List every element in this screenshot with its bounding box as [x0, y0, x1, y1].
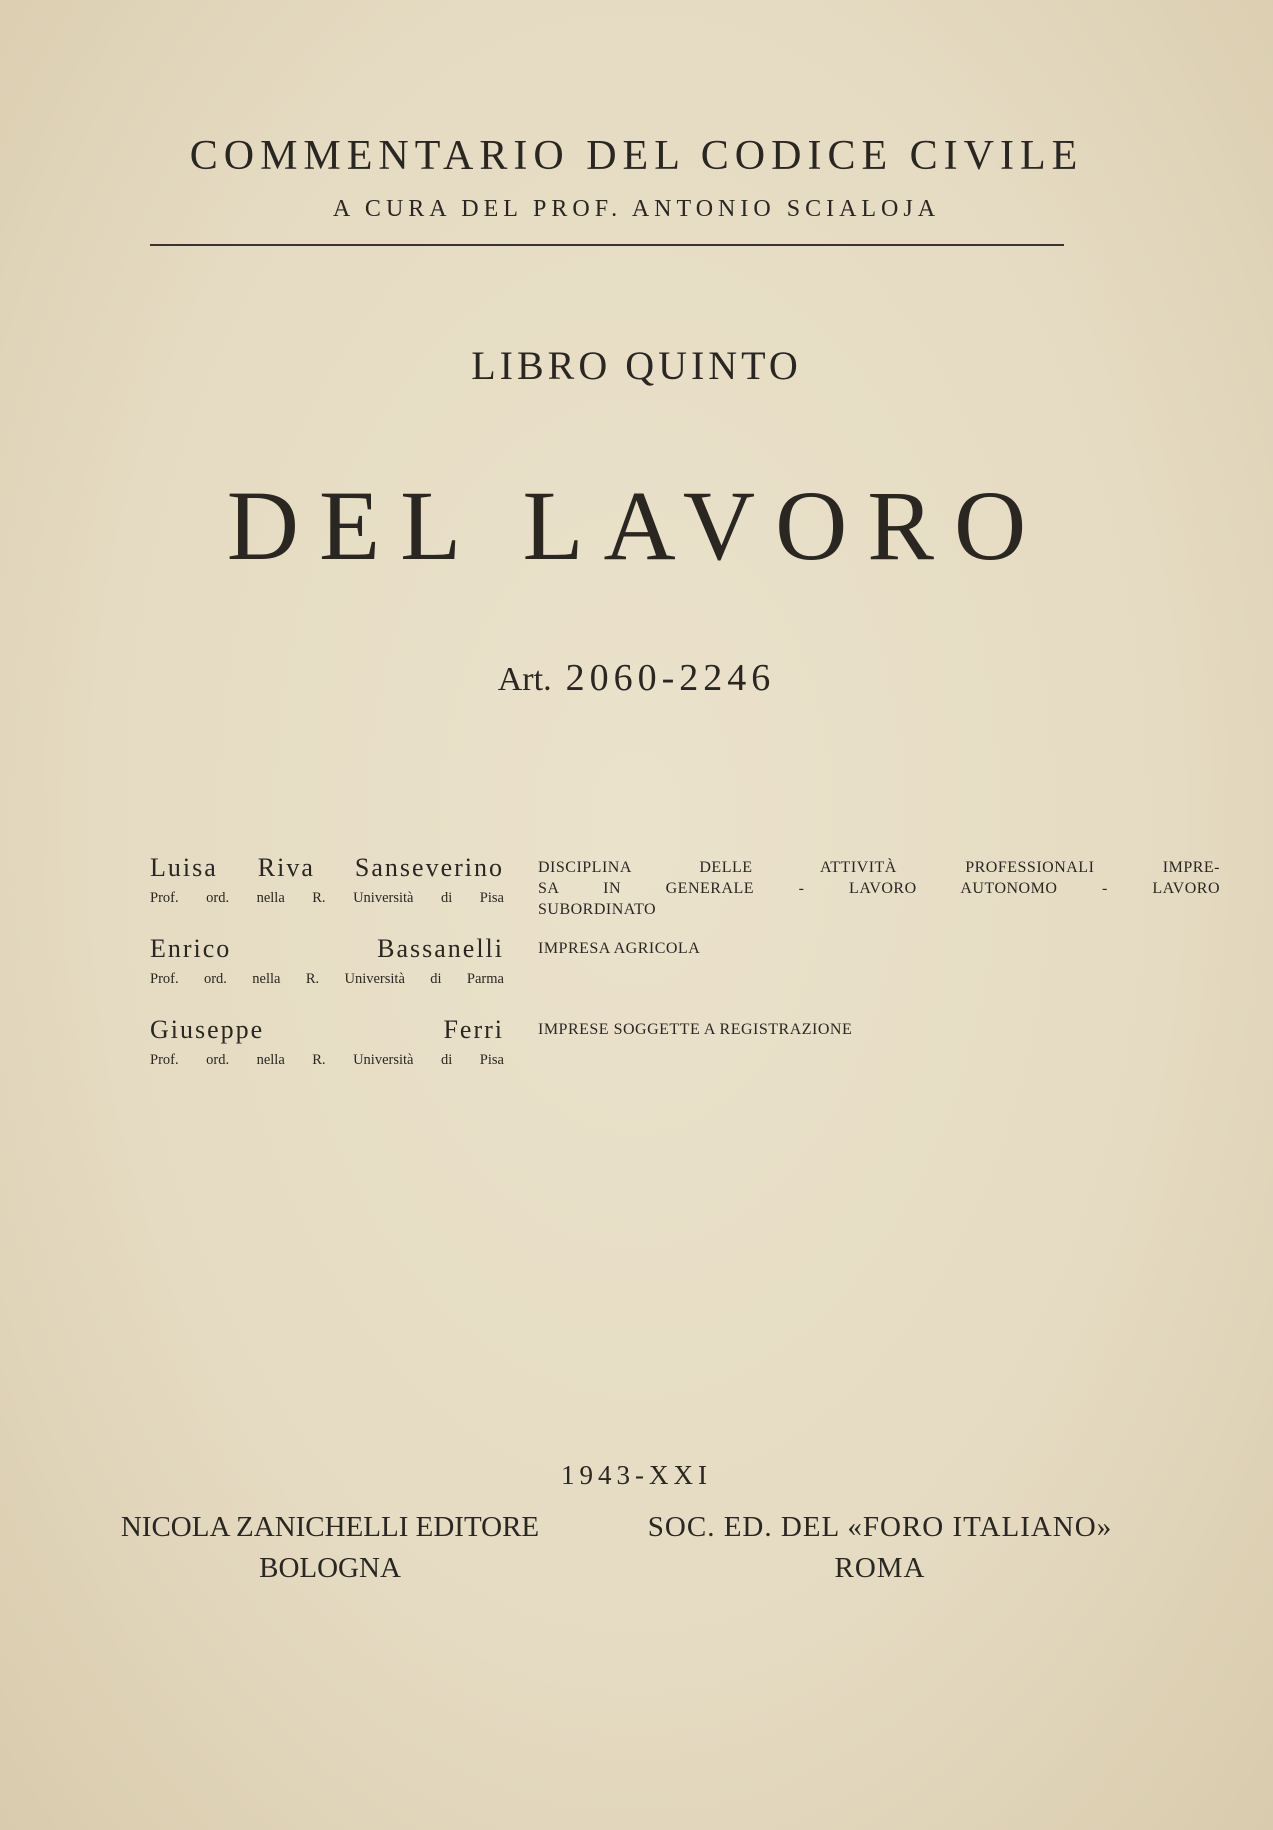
- word: Sanseverino: [354, 853, 504, 882]
- word: Pisa: [479, 1052, 504, 1068]
- word: Prof.: [150, 971, 179, 987]
- publisher-city: ROMA: [834, 1552, 926, 1584]
- topic-line: SUBORDINATO: [538, 901, 657, 918]
- book-title: DEL LAVORO: [226, 470, 1047, 581]
- author-name: [150, 1015, 504, 1045]
- publication-year: 1943-XXI: [561, 1460, 712, 1490]
- series-editor: A CURA DEL PROF. ANTONIO SCIALOJA: [332, 196, 941, 222]
- word: ord.: [203, 971, 227, 987]
- author-affiliation: [150, 971, 504, 988]
- articles-range: 2060-2246: [565, 657, 776, 699]
- word: nella: [256, 890, 285, 906]
- author-name: [150, 853, 504, 883]
- word: Università: [353, 890, 414, 906]
- word: R.: [312, 1052, 326, 1068]
- word: Bassanelli: [377, 934, 504, 963]
- word: di: [440, 890, 453, 906]
- word: R.: [305, 971, 320, 987]
- word: Università: [353, 1052, 414, 1068]
- topic-line: IMPRESA AGRICOLA: [538, 940, 701, 957]
- word: nella: [252, 971, 281, 987]
- word: Prof.: [150, 890, 179, 906]
- author-topic: [538, 857, 1220, 920]
- word: di: [430, 971, 442, 987]
- word: ord.: [206, 890, 230, 906]
- word: R.: [312, 890, 326, 906]
- publisher-name: NICOLA ZANICHELLI EDITORE: [120, 1511, 540, 1543]
- word: Prof.: [150, 1052, 179, 1068]
- word: Riva: [257, 853, 315, 882]
- word: Università: [344, 971, 405, 987]
- publisher-left: [80, 1507, 580, 1589]
- word: nella: [256, 1052, 285, 1068]
- word: ord.: [206, 1052, 230, 1068]
- publisher-name: SOC. ED. DEL «FORO ITALIANO»: [647, 1511, 1113, 1543]
- author-topic: [538, 938, 1220, 959]
- articles-label: Art.: [497, 661, 552, 698]
- word: Pisa: [479, 890, 504, 906]
- publisher-right: [630, 1507, 1130, 1589]
- publisher-city: BOLOGNA: [259, 1552, 401, 1584]
- author-name: [150, 934, 504, 964]
- word: Giuseppe: [150, 1015, 265, 1044]
- topic-line: SA IN GENERALE - LAVORO AUTONOMO - LAVORO: [538, 880, 1220, 897]
- word: Enrico: [150, 934, 232, 963]
- word: Luisa: [150, 853, 218, 882]
- topic-line: IMPRESE SOGGETTE A REGISTRAZIONE: [538, 1021, 853, 1038]
- word: di: [440, 1052, 453, 1068]
- articles-range-line: [0, 656, 1273, 700]
- author-topic: [538, 1019, 1220, 1040]
- author-affiliation: [150, 890, 504, 907]
- word: Parma: [466, 971, 504, 987]
- topic-line: DISCIPLINA DELLE ATTIVITÀ PROFESSIONALI IMPRE-: [538, 859, 1220, 876]
- book-label: LIBRO QUINTO: [471, 343, 802, 388]
- author-affiliation: [150, 1052, 504, 1069]
- series-title: COMMENTARIO DEL CODICE CIVILE: [189, 133, 1084, 179]
- word: Ferri: [443, 1015, 504, 1044]
- header-rule: [150, 244, 1064, 246]
